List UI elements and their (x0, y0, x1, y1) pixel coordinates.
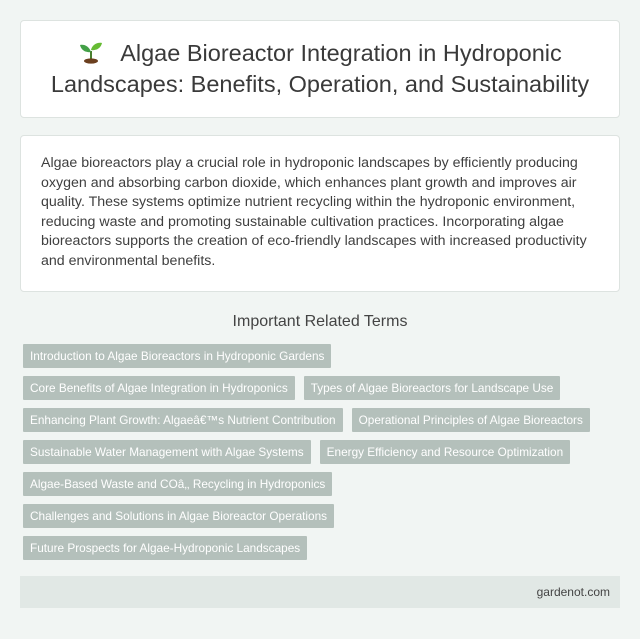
related-term-tag[interactable]: Sustainable Water Management with Algae Systems (23, 440, 311, 464)
related-term-tag[interactable]: Core Benefits of Algae Integration in Hydroponics (23, 376, 295, 400)
tag-row (23, 440, 613, 464)
page-title (21, 38, 619, 100)
related-term-tag[interactable]: Types of Algae Bioreactors for Landscape Use (304, 376, 561, 400)
related-term-tag[interactable]: Enhancing Plant Growth: Algaeâ€™s Nutrient Contribution (23, 408, 343, 432)
tag-row (23, 536, 613, 560)
footer-site-link[interactable]: gardenot.com (536, 585, 610, 599)
tag-row (23, 472, 613, 496)
page-title-text: Algae Bioreactor Integration in Hydroponic Landscapes: Benefits, Operation, and Sustainability (50, 40, 590, 97)
related-term-tag[interactable]: Future Prospects for Algae-Hydroponic Landscapes (23, 536, 307, 560)
related-term-tag[interactable]: Introduction to Algae Bioreactors in Hydroponic Gardens (23, 344, 331, 368)
sprout-icon (78, 40, 104, 64)
summary-text: Algae bioreactors play a crucial role in hydroponic landscapes by efficiently producing oxygen and absorbing carbon dioxide, which enhances plant growth and improves air quality. These systems optimize nutrient recycling within the hydroponic environment, reducing waste and promoting sustainable cultivation practices. Incorporating algae bioreactors supports the creation of eco-friendly landscapes with increased productivity and environmental benefits. (41, 155, 587, 269)
tag-row (23, 376, 613, 400)
footer (20, 576, 620, 608)
tag-row (23, 504, 613, 528)
related-terms-heading: Important Related Terms (232, 313, 408, 330)
related-term-tag[interactable]: Algae-Based Waste and COâ‚‚ Recycling in Hydroponics (23, 472, 332, 496)
related-terms-list (23, 344, 613, 568)
related-term-tag[interactable]: Challenges and Solutions in Algae Bioreactor Operations (23, 504, 334, 528)
summary-card (20, 135, 620, 292)
related-term-tag[interactable]: Energy Efficiency and Resource Optimization (320, 440, 571, 464)
tag-row (23, 344, 613, 368)
header-card (20, 20, 620, 118)
related-term-tag[interactable]: Operational Principles of Algae Bioreactors (352, 408, 590, 432)
tag-row (23, 408, 613, 432)
